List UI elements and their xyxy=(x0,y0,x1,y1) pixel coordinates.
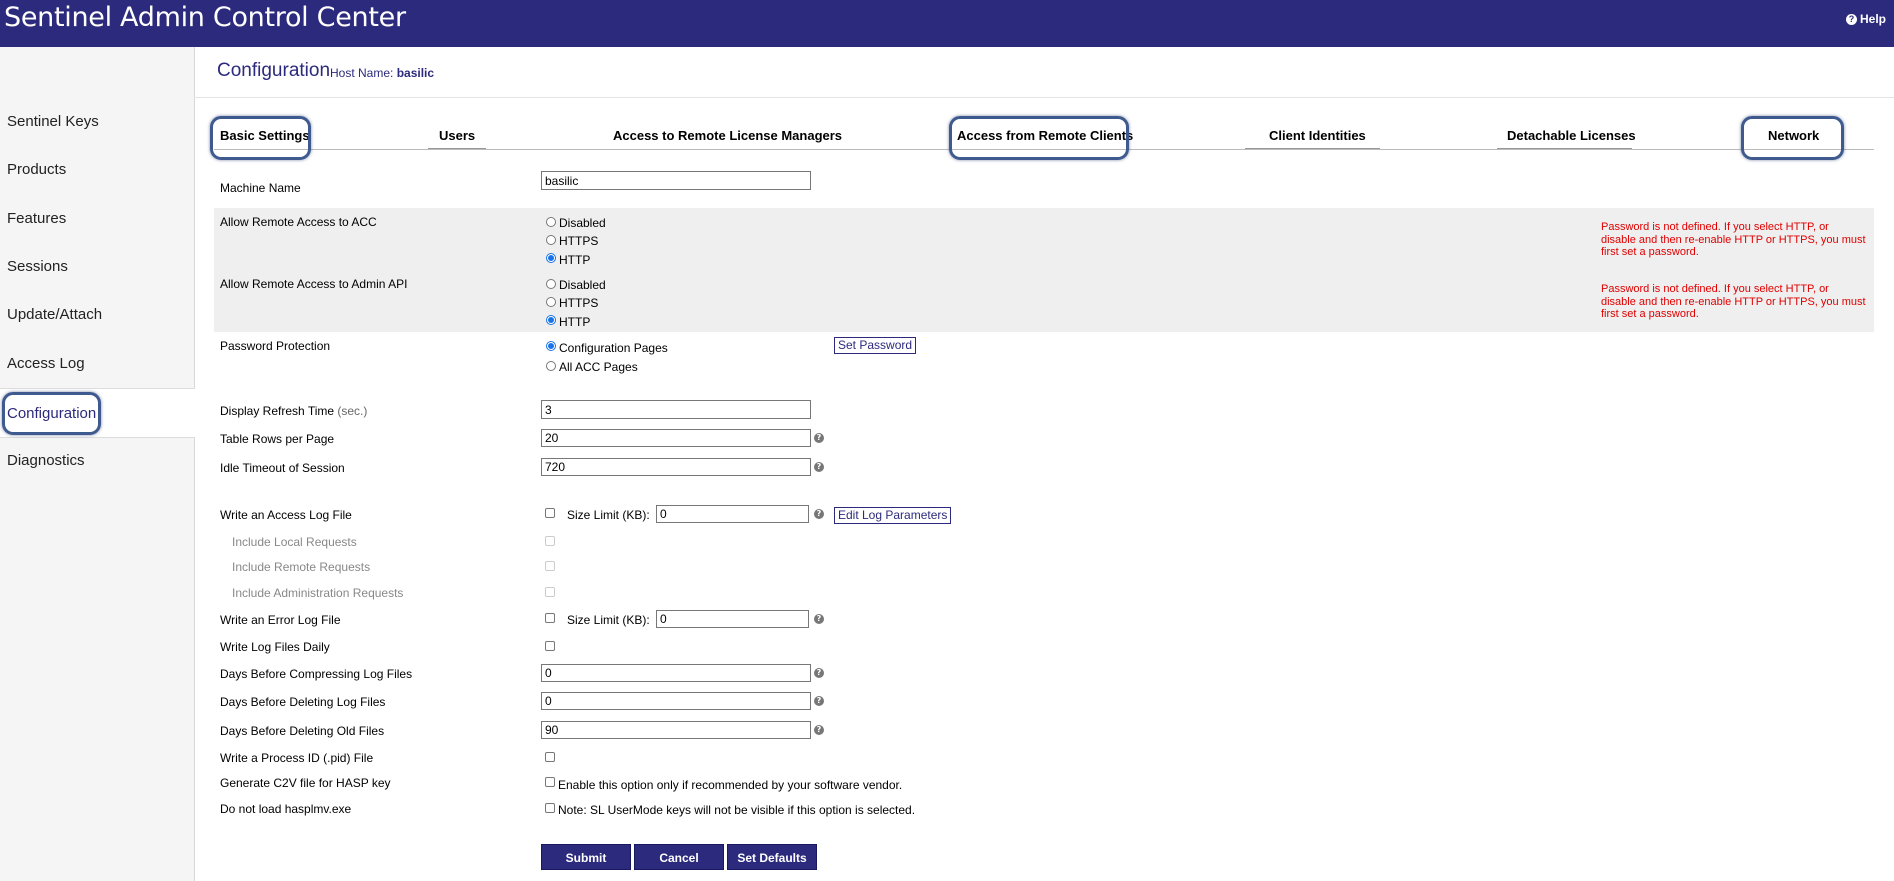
machine-name-label: Machine Name xyxy=(220,181,301,195)
password-config-pages-radio[interactable] xyxy=(546,341,556,351)
password-all-pages-radio[interactable] xyxy=(546,361,556,371)
daily-log-label: Write Log Files Daily xyxy=(220,640,330,654)
help-icon[interactable]: ? xyxy=(814,433,824,443)
cancel-button[interactable]: Cancel xyxy=(634,844,724,870)
help-icon[interactable]: ? xyxy=(814,462,824,472)
table-rows-label: Table Rows per Page xyxy=(220,432,335,446)
c2v-label: Generate C2V file for HASP key xyxy=(220,776,391,790)
radio-label: HTTP xyxy=(559,253,591,267)
compress-days-input[interactable] xyxy=(541,664,811,682)
sidebar-item-label: Access Log xyxy=(7,355,85,372)
error-log-label: Write an Error Log File xyxy=(220,613,341,627)
sidebar xyxy=(0,47,195,881)
include-local-label: Include Local Requests xyxy=(232,535,357,549)
include-local-checkbox[interactable] xyxy=(545,536,555,546)
radio-label: Configuration Pages xyxy=(559,341,668,355)
help-icon[interactable]: ? xyxy=(814,696,824,706)
radio-label: HTTPS xyxy=(559,296,599,310)
remote-api-warning: Password is not defined. If you select HTTP, or disable and then re-enable HTTP or HTTPS, you must first set a password. xyxy=(1601,283,1866,320)
include-remote-label: Include Remote Requests xyxy=(232,560,371,574)
refresh-time-label xyxy=(220,404,367,418)
help-link[interactable] xyxy=(1846,12,1886,26)
tab-basic-settings[interactable]: Basic Settings xyxy=(220,128,310,143)
access-log-label: Write an Access Log File xyxy=(220,508,352,522)
delete-old-days-label: Days Before Deleting Old Files xyxy=(220,724,385,738)
page-title: Configuration xyxy=(217,60,331,81)
pid-file-label: Write a Process ID (.pid) File xyxy=(220,751,374,765)
refresh-time-text: Display Refresh Time xyxy=(220,404,335,418)
include-admin-checkbox[interactable] xyxy=(545,587,555,597)
delete-log-days-label: Days Before Deleting Log Files xyxy=(220,695,386,709)
radio-label: Disabled xyxy=(559,278,606,292)
idle-timeout-label: Idle Timeout of Session xyxy=(220,461,345,475)
divider xyxy=(194,97,1894,98)
tab-underline xyxy=(1245,148,1380,149)
radio-label: Disabled xyxy=(559,216,606,230)
remote-acc-https-radio[interactable] xyxy=(546,235,556,245)
remote-acc-label: Allow Remote Access to ACC xyxy=(220,215,377,229)
sidebar-item-label: Sessions xyxy=(7,258,68,275)
password-protection-label: Password Protection xyxy=(220,339,331,353)
delete-old-days-input[interactable] xyxy=(541,721,811,739)
error-log-size-label: Size Limit (KB): xyxy=(567,613,650,627)
hasplmv-label: Do not load hasplmv.exe xyxy=(220,802,352,816)
sidebar-item-access-log[interactable] xyxy=(0,344,194,384)
pid-file-checkbox[interactable] xyxy=(545,752,555,762)
error-log-size-input[interactable] xyxy=(656,610,809,628)
hasplmv-checkbox[interactable] xyxy=(545,803,555,813)
sidebar-item-label: Products xyxy=(7,161,67,178)
remote-api-disabled-radio[interactable] xyxy=(546,279,556,289)
help-icon[interactable]: ? xyxy=(814,725,824,735)
radio-label: All ACC Pages xyxy=(559,360,638,374)
radio-label: HTTPS xyxy=(559,234,599,248)
sidebar-item-label: Diagnostics xyxy=(7,452,85,469)
access-log-checkbox[interactable] xyxy=(545,508,555,518)
tab-underline xyxy=(428,148,486,149)
c2v-checkbox[interactable] xyxy=(545,777,555,787)
set-password-button[interactable]: Set Password xyxy=(834,337,916,354)
sidebar-item-update-attach[interactable] xyxy=(0,295,194,335)
remote-api-label: Allow Remote Access to Admin API xyxy=(220,277,408,291)
sidebar-item-label: Update/Attach xyxy=(7,306,103,323)
tab-client-identities[interactable]: Client Identities xyxy=(1269,128,1366,143)
include-admin-label: Include Administration Requests xyxy=(232,586,404,600)
host-value: basilic xyxy=(396,66,435,80)
access-log-size-input[interactable] xyxy=(656,505,809,523)
help-label: Help xyxy=(1859,12,1886,26)
remote-acc-disabled-radio[interactable] xyxy=(546,217,556,227)
host-name xyxy=(330,66,434,80)
radio-label: HTTP xyxy=(559,315,591,329)
access-log-size-label: Size Limit (KB): xyxy=(567,508,650,522)
tab-access-to-remote-license-managers[interactable]: Access to Remote License Managers xyxy=(613,128,843,143)
remote-api-http-radio[interactable] xyxy=(546,315,556,325)
sidebar-item-sentinel-keys[interactable] xyxy=(0,102,194,142)
sidebar-item-configuration[interactable] xyxy=(0,388,195,438)
refresh-time-unit: (sec.) xyxy=(337,404,368,418)
sidebar-item-label: Configuration xyxy=(7,405,97,422)
include-remote-checkbox[interactable] xyxy=(545,561,555,571)
sidebar-item-diagnostics[interactable] xyxy=(0,441,194,481)
app-title: Sentinel Admin Control Center xyxy=(4,2,406,33)
idle-timeout-input[interactable] xyxy=(541,458,811,476)
submit-button[interactable]: Submit xyxy=(541,844,631,870)
refresh-time-input[interactable] xyxy=(541,400,811,419)
host-label: Host Name: xyxy=(330,66,394,80)
tab-users[interactable]: Users xyxy=(439,128,476,143)
machine-name-input[interactable] xyxy=(541,171,811,190)
tab-network[interactable]: Network xyxy=(1768,128,1820,143)
delete-log-days-input[interactable] xyxy=(541,692,811,710)
edit-log-parameters-button[interactable]: Edit Log Parameters xyxy=(834,507,951,524)
help-icon[interactable]: ? xyxy=(814,509,824,519)
error-log-checkbox[interactable] xyxy=(545,613,555,623)
question-icon: ? xyxy=(1846,14,1857,25)
sidebar-item-label: Sentinel Keys xyxy=(7,113,99,130)
sidebar-item-label: Features xyxy=(7,210,67,227)
top-bar xyxy=(0,0,1894,47)
hasplmv-note: Note: SL UserMode keys will not be visible if this option is selected. xyxy=(558,803,916,817)
remote-acc-warning: Password is not defined. If you select HTTP, or disable and then re-enable HTTP or HTTPS, you must first set a password. xyxy=(1601,221,1866,258)
set-defaults-button[interactable]: Set Defaults xyxy=(727,844,817,870)
remote-api-https-radio[interactable] xyxy=(546,297,556,307)
sidebar-item-features[interactable] xyxy=(0,199,194,239)
compress-days-label: Days Before Compressing Log Files xyxy=(220,667,413,681)
remote-acc-http-radio[interactable] xyxy=(546,253,556,263)
sidebar-item-products[interactable] xyxy=(0,150,194,190)
tab-access-from-remote-clients[interactable]: Access from Remote Clients xyxy=(957,128,1134,143)
sidebar-item-sessions[interactable] xyxy=(0,247,194,287)
tabs-baseline xyxy=(214,149,1874,150)
help-icon[interactable]: ? xyxy=(814,668,824,678)
daily-log-checkbox[interactable] xyxy=(545,641,555,651)
tab-underline xyxy=(1497,148,1632,149)
table-rows-input[interactable] xyxy=(541,429,811,447)
help-icon[interactable]: ? xyxy=(814,614,824,624)
c2v-note: Enable this option only if recommended by your software vendor. xyxy=(558,778,903,792)
tab-detachable-licenses[interactable]: Detachable Licenses xyxy=(1507,128,1636,143)
